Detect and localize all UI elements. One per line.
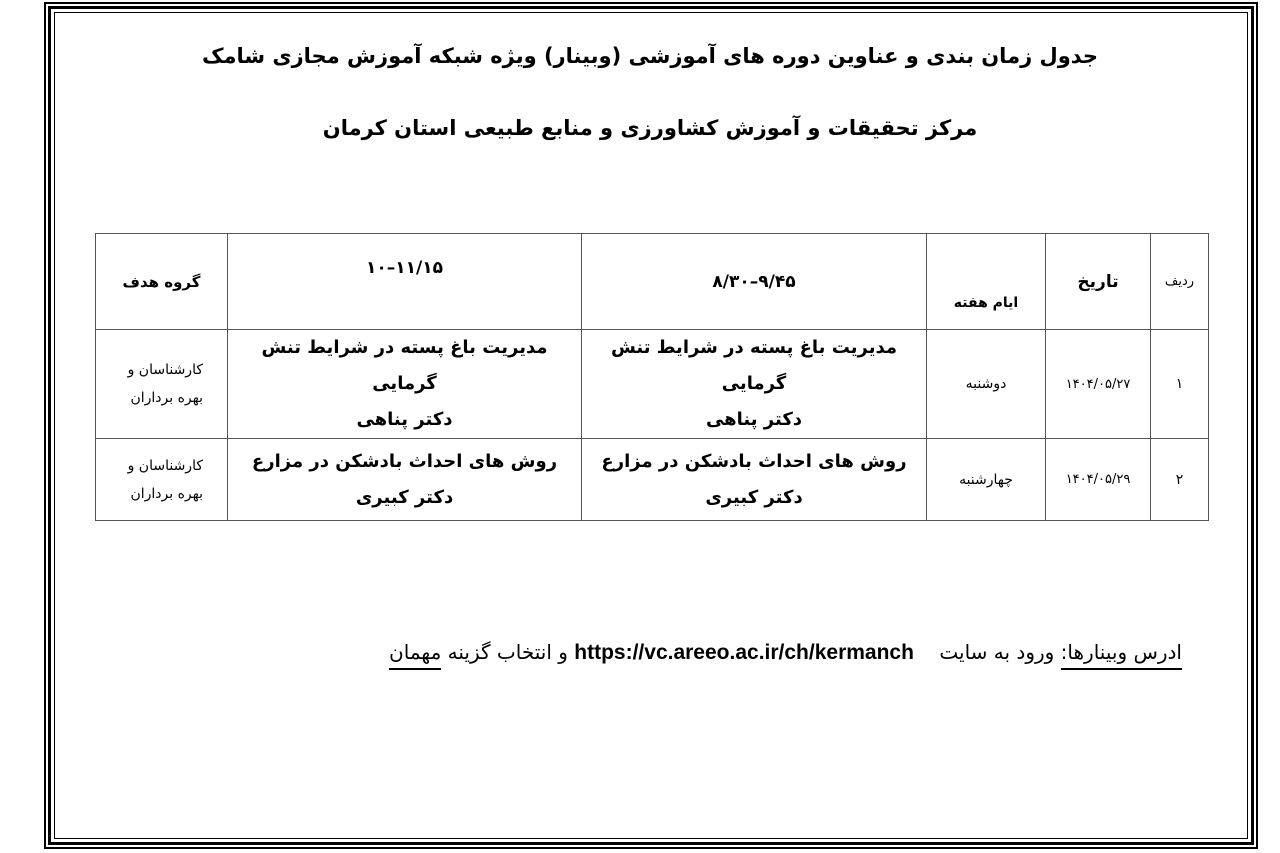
header-radif: ردیف (1151, 234, 1209, 330)
course-title: روش های احداث بادشکن در مزارع (251, 450, 558, 472)
header-date: تاریخ (1046, 234, 1151, 330)
row-target-group (96, 439, 228, 521)
header-weekday: ایام هفته (927, 234, 1046, 330)
table-row (96, 439, 1209, 521)
row-date: ۱۴۰۴/۰۵/۲۷ (1046, 330, 1151, 439)
target-line: کارشناسان و (127, 362, 203, 378)
row-target-group (96, 330, 228, 439)
header-target-group: گروه هدف (96, 234, 228, 330)
row-slot2-course (228, 330, 582, 439)
target-line: بهره برداران (130, 485, 203, 502)
target-line: کارشناسان و (127, 457, 203, 474)
row-radif: ۲ (1151, 439, 1209, 521)
schedule-table (95, 233, 1209, 521)
target-line: بهره برداران (130, 390, 203, 406)
address-label: ادرس وبینارها: (1061, 640, 1182, 670)
document-title: جدول زمان بندی و عناوین دوره های آموزشی (وبینار) ویژه شبکه آموزش مجازی شامک (201, 44, 1099, 68)
webinar-address (389, 640, 1182, 665)
address-text-before-url: ورود به سایت (939, 640, 1055, 664)
row-weekday: دوشنبه (927, 330, 1046, 439)
header-slot1: ۸/۳۰–۹/۴۵ (582, 234, 927, 330)
webinar-url-link[interactable]: https://vc.areeo.ac.ir/ch/kermanch (574, 641, 914, 664)
guest-option: مهمان (389, 640, 441, 670)
row-weekday: چهارشنبه (927, 439, 1046, 521)
row-date: ۱۴۰۴/۰۵/۲۹ (1046, 439, 1151, 521)
course-title: مدیریت باغ پسته در شرایط تنش گرمایی (610, 337, 898, 394)
course-title: روش های احداث بادشکن در مزارع (601, 450, 907, 472)
course-teacher: دکتر کبیری (705, 486, 803, 508)
course-title: مدیریت باغ پسته در شرایط تنش گرمایی (261, 337, 548, 394)
row-slot1-course (582, 439, 927, 521)
address-text-after-url: و انتخاب گزینه (447, 640, 568, 664)
row-slot2-course (228, 439, 582, 521)
document-subtitle: مرکز تحقیقات و آموزش کشاورزی و منابع طبیعی استان کرمان (322, 116, 978, 140)
table-row (96, 330, 1209, 439)
row-radif: ۱ (1151, 330, 1209, 439)
table-header-row (96, 234, 1209, 330)
row-slot1-course (582, 330, 927, 439)
course-teacher: دکتر پناهی (705, 409, 803, 430)
course-teacher: دکتر کبیری (355, 486, 454, 508)
course-teacher: دکتر پناهی (356, 409, 453, 430)
header-slot2: ۱۰–۱۱/۱۵ (228, 234, 582, 330)
